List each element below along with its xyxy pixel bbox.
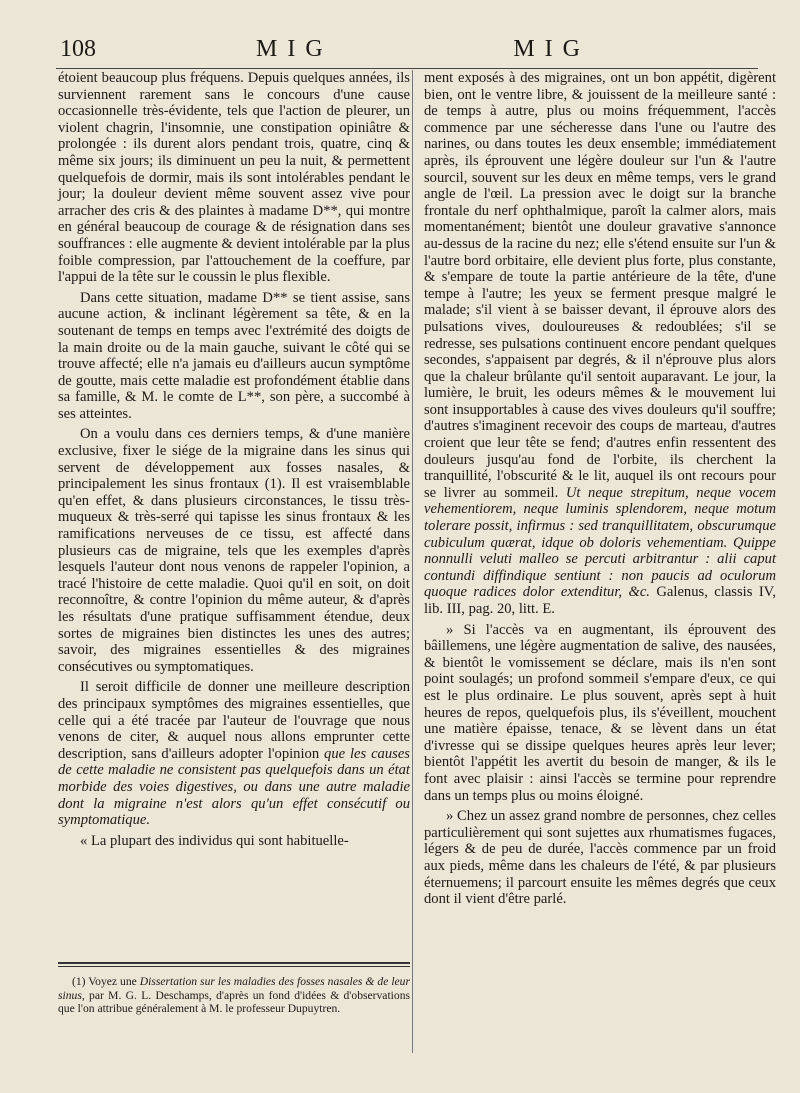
left-paragraph-4-italic: que les causes de cette maladie ne consistent pas quelquefois dans un état morbide des voies digestives, ou dans une autre maladie dont la migraine n'est alors qu'un effet consécutif ou symptomatique. [58,745,410,829]
right-paragraph-1-text: ment exposés à des migraines, ont un bon appétit, digèrent bien, ont le ventre libre, & jouissent de la meilleure santé : de temps à autre, plus ou moins fréquemment, l'accès commence par une sécheresse dans l'une ou l'autre des narines, ou dans toutes les deux ensemble; immédiatement après, ils éprouvent une légère douleur sur l'un & l'autre sourcil, souvent sur les deux en même temps, vers le grand angle de l'œil. La pression avec le doigt sur la branche frontale du nerf ophthalmique, paroît la calmer alors, mais momentanément; bientôt une douleur gravative s'annonce au-dessus de la racine du nez; elle s'étend ensuite sur l'un & l'autre bord orbitaire, elle devient plus forte, plus constante, & s'empare de toute la partie antérieure de la tête, d'une tempe à l'autre; les yeux se ferment presque malgré le malade; s'il vient à se baisser devant, il éprouve alors des pulsations vives, douloureuses & redoublées; s'il se redresse, ses pulsations continuent encore pendant quelques secondes, s'appaisent par degrés, & il n'éprouve plus alors que la chaleur brûlante qu'il sentoit auparavant. Le jour, la lumière, le bruit, les odeurs mêmes & le mouvement lui sont insupportables à cause des vives douleurs qu'il souffre; d'autres s'imaginent recevoir des coups de marteau, d'autres croient que leur tête se fend; d'autres enfin ressentent des douleurs jusqu'au fond de l'orbite, ils cherchent la tranquillité, l'obscurité & le lit, auquel ils ont recours pour se livrer au sommeil. [424,70,776,501]
right-column [424,70,776,908]
left-paragraph-4-roman: Il seroit difficile de donner une meilleure description des principaux symptômes des migraines essentielles, que celle qui a été tracée par l'auteur de l'ouvrage que nous venons de citer, & auquel nous allons emprunter cette description, sans d'ailleurs adopter l'opinion [58,679,410,762]
right-paragraph-3: » Chez un assez grand nombre de personnes, chez celles particulièrement qui sont sujettes aux rhumatismes fugaces, légers & de peu de durée, l'accès commence par un froid aux pieds, même dans les chaleurs de l'été, & par plusieurs éternuemens; il parcourt ensuite les mêmes degrés que ceux dont il vient d'être parlé. [424,808,776,908]
left-column [58,70,410,849]
left-paragraph-5: « La plupart des individus qui sont habituelle- [80,832,349,849]
running-title-left: MIG [256,36,333,62]
left-paragraph-1: étoient beaucoup plus fréquens. Depuis quelques années, ils surviennent rarement sans le concours d'une cause occasionnelle très-évidente, tels que l'action de pleurer, un violent chagrin, l'insomnie, une constipation opiniâtre & prolongée : ils durent alors pendant trois, quatre, cinq & même six jours; ils diminuent un peu la nuit, & permettent quelquefois de dormir, mais ils sont intolérables pendant le jour; la douleur devient même souvent assez vive pour arracher des cris & des plaintes à madame D**, qui montre en général beaucoup de courage & de résignation dans ses souffrances : elle augmente & devient intolérable par la plus foible compression, par l'attouchement de la coeffure, par l'appui de la tête sur le coussin le plus flexible. [58,70,410,286]
footnote-mark: (1) Voyez une [72,975,140,988]
right-paragraph-1 [424,70,776,618]
footnote-rule-thin [58,966,410,967]
running-header [56,32,760,66]
footnote-rule [58,962,410,964]
column-divider [412,70,413,1053]
page-number: 108 [60,36,96,62]
footnote [58,975,410,1016]
header-rule [56,68,758,69]
footnote-rest: , par M. G. L. Deschamps, d'après un fond d'idées & d'observations que l'on attribue généralement à M. le professeur Dupuytren. [58,988,410,1016]
left-paragraph-2: Dans cette situation, madame D** se tient assise, sans aucune action, & inclinant légèrement sa tête, & en la soutenant de temps en temps avec l'extrémité des doigts de la main droite ou de la main gauche, suivant le côté qui se trouve affecté; elle n'a jamais eu d'ailleurs aucun symptôme de goutte, mais cette maladie est profondément établie dans sa famille, & M. le comte de L**, son père, a succombé à ses atteintes. [58,289,410,422]
latin-quotation: Ut neque strepitum, neque vocem vehementiorem, neque luminis splendorem, neque motum tolerare possit, infirmus : sed tranquillitatem, obscurumque cubiculum quærat, idque ob doloris vehementiam. Quippe nonnulli veluti malleo se percuti arbitrantur : alii caput contundi diffindique sentiunt : non paucis ad oculorum quoque radices dolor extenditur, &c. [424,484,776,601]
right-paragraph-2: » Si l'accès va en augmentant, ils éprouvent des bâillemens, une légère augmentation de salive, des nausées, & bientôt le vomissement se déclare, mais ils n'en sont point soulagés; un profond sommeil s'empare d'eux, ce qui est le plus ordinaire. Le plus souvent, après sept à huit heures de repos, quelquefois plus, ils s'éveillent, mouchent une matière épaisse, tenace, & se lèvent dans un état d'ivresse qui se dissipe quelques heures après leur lever; bientôt l'appétit les avertit du besoin de manger, & ils le font avec plaisir : ainsi l'accès se termine pour reprendre dans un temps plus ou moins éloigné. [424,621,776,804]
running-title-right: MIG [513,36,590,62]
galen-reference: Galenus, classis IV, lib. III, pag. 20, litt. E. [424,584,776,617]
footnote-text [58,975,410,1016]
footnote-title: Dissertation sur les maladies des fosses nasales & de leur sinus [58,975,410,1002]
left-paragraph-4 [58,679,410,828]
left-paragraph-3: On a voulu dans ces derniers temps, & d'une manière exclusive, fixer le siége de la migraine dans les sinus qui servent de développement aux fosses nasales, & principalement les sinus frontaux (1). Il est vraisemblable qu'en effet, & dans plusieurs circonstances, le tissu très-muqueux & très-serré qui tapisse les sinus frontaux & les ramifications nerveuses de ce tissu, est affecté dans plusieurs cas de migraine, tels que les exemples d'après lesquels l'auteur dont nous venons de rappeler l'opinion, a tracé l'histoire de cette maladie. Quoi qu'il en soit, on doit reconnoître, & contre l'opinion du même auteur, & d'après les résultats d'une pratique suffisamment étendue, deux sortes de migraines bien distinctes les unes des autres; savoir, des migraines essentielles & des migraines consécutives ou symptomatiques. [58,426,410,675]
